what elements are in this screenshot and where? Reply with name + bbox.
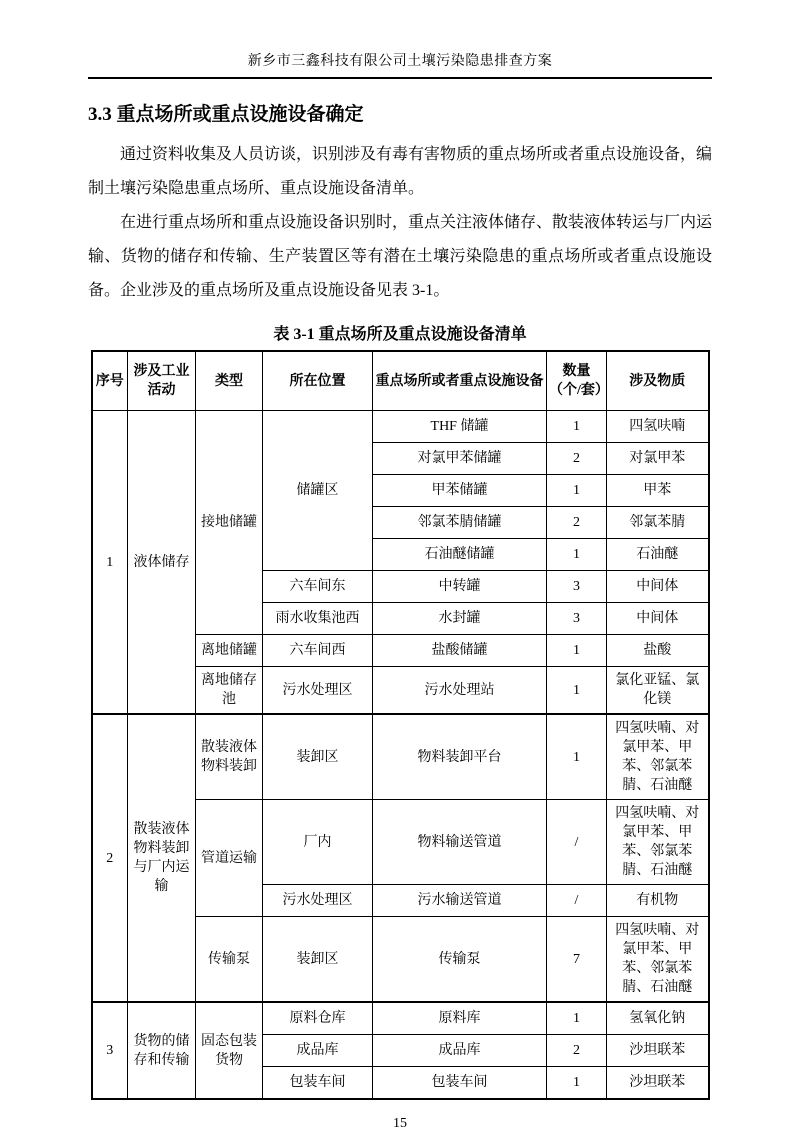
table-header-cell: 涉及工业活动 [128,351,196,411]
table-cell: 2 [547,1035,607,1067]
table-cell: 污水处理区 [263,667,373,715]
table-header-cell: 类型 [196,351,263,411]
body-paragraph-1: 通过资料收集及人员访谈，识别涉及有毒有害物质的重点场所或者重点设施设备，编制土壤污染隐患重点场所、重点设施设备清单。 [88,146,713,197]
table-header-cell: 数量（个/套） [547,351,607,411]
table-cell: 1 [547,1067,607,1100]
table-cell: 装卸区 [263,714,373,800]
table-cell: 污水输送管道 [373,885,547,917]
table-cell: / [547,885,607,917]
table-header-cell: 所在位置 [263,351,373,411]
table-cell: 1 [547,539,607,571]
table-cell: 包装车间 [373,1067,547,1100]
table-cell: 六车间东 [263,571,373,603]
table-cell: 2 [547,507,607,539]
table-cell: 1 [547,635,607,667]
table-cell: 储罐区 [263,411,373,571]
table-cell: 传输泵 [196,917,263,1003]
table-cell: 盐酸储罐 [373,635,547,667]
table-cell: 有机物 [607,885,709,917]
table-cell: 1 [547,667,607,715]
table-body [92,411,709,1100]
table-cell: 散装液体物料装卸与厂内运输 [128,714,196,1002]
table-header-cell: 涉及物质 [607,351,709,411]
table-cell: 固态包装货物 [196,1002,263,1099]
table-cell: 物料输送管道 [373,800,547,885]
table-cell: 对氯甲苯储罐 [373,443,547,475]
table-cell: 装卸区 [263,917,373,1003]
table-cell: 3 [92,1002,128,1099]
table-cell: 2 [92,714,128,1002]
table-cell: 原料仓库 [263,1002,373,1035]
table-cell: 传输泵 [373,917,547,1003]
table-cell: 货物的储存和传输 [128,1002,196,1099]
table-cell: 7 [547,917,607,1003]
table-cell: 四氢呋喃、对氯甲苯、甲苯、邻氯苯腈、石油醚 [607,917,709,1003]
table-row [92,411,709,443]
table-cell: 沙坦联苯 [607,1067,709,1100]
table-cell: 3 [547,603,607,635]
table-cell: 污水处理站 [373,667,547,715]
table-cell: 1 [547,714,607,800]
table-cell: 四氢呋喃、对氯甲苯、甲苯、邻氯苯腈、石油醚 [607,800,709,885]
table-cell: 物料装卸平台 [373,714,547,800]
key-places-table [91,350,710,1100]
table-cell: 2 [547,443,607,475]
page-number: 15 [393,1116,407,1131]
table-cell: 1 [547,475,607,507]
table-cell: THF 储罐 [373,411,547,443]
table-cell: 1 [92,411,128,715]
table-cell: 成品库 [263,1035,373,1067]
table-cell: 液体储存 [128,411,196,715]
table-cell: 水封罐 [373,603,547,635]
table-cell: 沙坦联苯 [607,1035,709,1067]
table-cell: 四氢呋喃 [607,411,709,443]
table-header-row [92,351,709,411]
table-header-cell: 序号 [92,351,128,411]
table-cell: 1 [547,411,607,443]
table-cell: 管道运输 [196,800,263,917]
table-cell: 离地储罐 [196,635,263,667]
table-cell: 包装车间 [263,1067,373,1100]
table-cell: 四氢呋喃、对氯甲苯、甲苯、邻氯苯腈、石油醚 [607,714,709,800]
table-cell: 盐酸 [607,635,709,667]
table-cell: 接地储罐 [196,411,263,635]
body-paragraph-2: 在进行重点场所和重点设施设备识别时，重点关注液体储存、散装液体转运与厂内运输、货物的储存和传输、生产装置区等有潜在土壤污染隐患的重点场所或者重点设施设备。企业涉及的重点场所及重点设施设备见表 3-1。 [88,214,713,299]
table-cell: 1 [547,1002,607,1035]
table-cell: 散装液体物料装卸 [196,714,263,800]
table-cell: / [547,800,607,885]
table-cell: 甲苯储罐 [373,475,547,507]
table-cell: 邻氯苯腈 [607,507,709,539]
table-cell: 成品库 [373,1035,547,1067]
table-cell: 3 [547,571,607,603]
table-cell: 中间体 [607,571,709,603]
table-cell: 雨水收集池西 [263,603,373,635]
table-cell: 对氯甲苯 [607,443,709,475]
table-cell: 邻氯苯腈储罐 [373,507,547,539]
table-cell: 中间体 [607,603,709,635]
table-cell: 石油醚储罐 [373,539,547,571]
table-cell: 污水处理区 [263,885,373,917]
table-cell: 石油醚 [607,539,709,571]
table-cell: 中转罐 [373,571,547,603]
table-header-cell: 重点场所或者重点设施设备 [373,351,547,411]
table-row [92,1002,709,1035]
table-cell: 原料库 [373,1002,547,1035]
table-row [92,714,709,800]
table-cell: 甲苯 [607,475,709,507]
table-cell: 离地储存池 [196,667,263,715]
section-title: 3.3 重点场所或重点设施设备确定 [88,104,364,125]
table-cell: 氢氧化钠 [607,1002,709,1035]
table-cell: 六车间西 [263,635,373,667]
table-cell: 厂内 [263,800,373,885]
page-header: 新乡市三鑫科技有限公司土壤污染隐患排查方案 [88,0,712,79]
table-cell: 氯化亚锰、氯化镁 [607,667,709,715]
table-caption: 表 3-1 重点场所及重点设施设备清单 [273,326,527,343]
